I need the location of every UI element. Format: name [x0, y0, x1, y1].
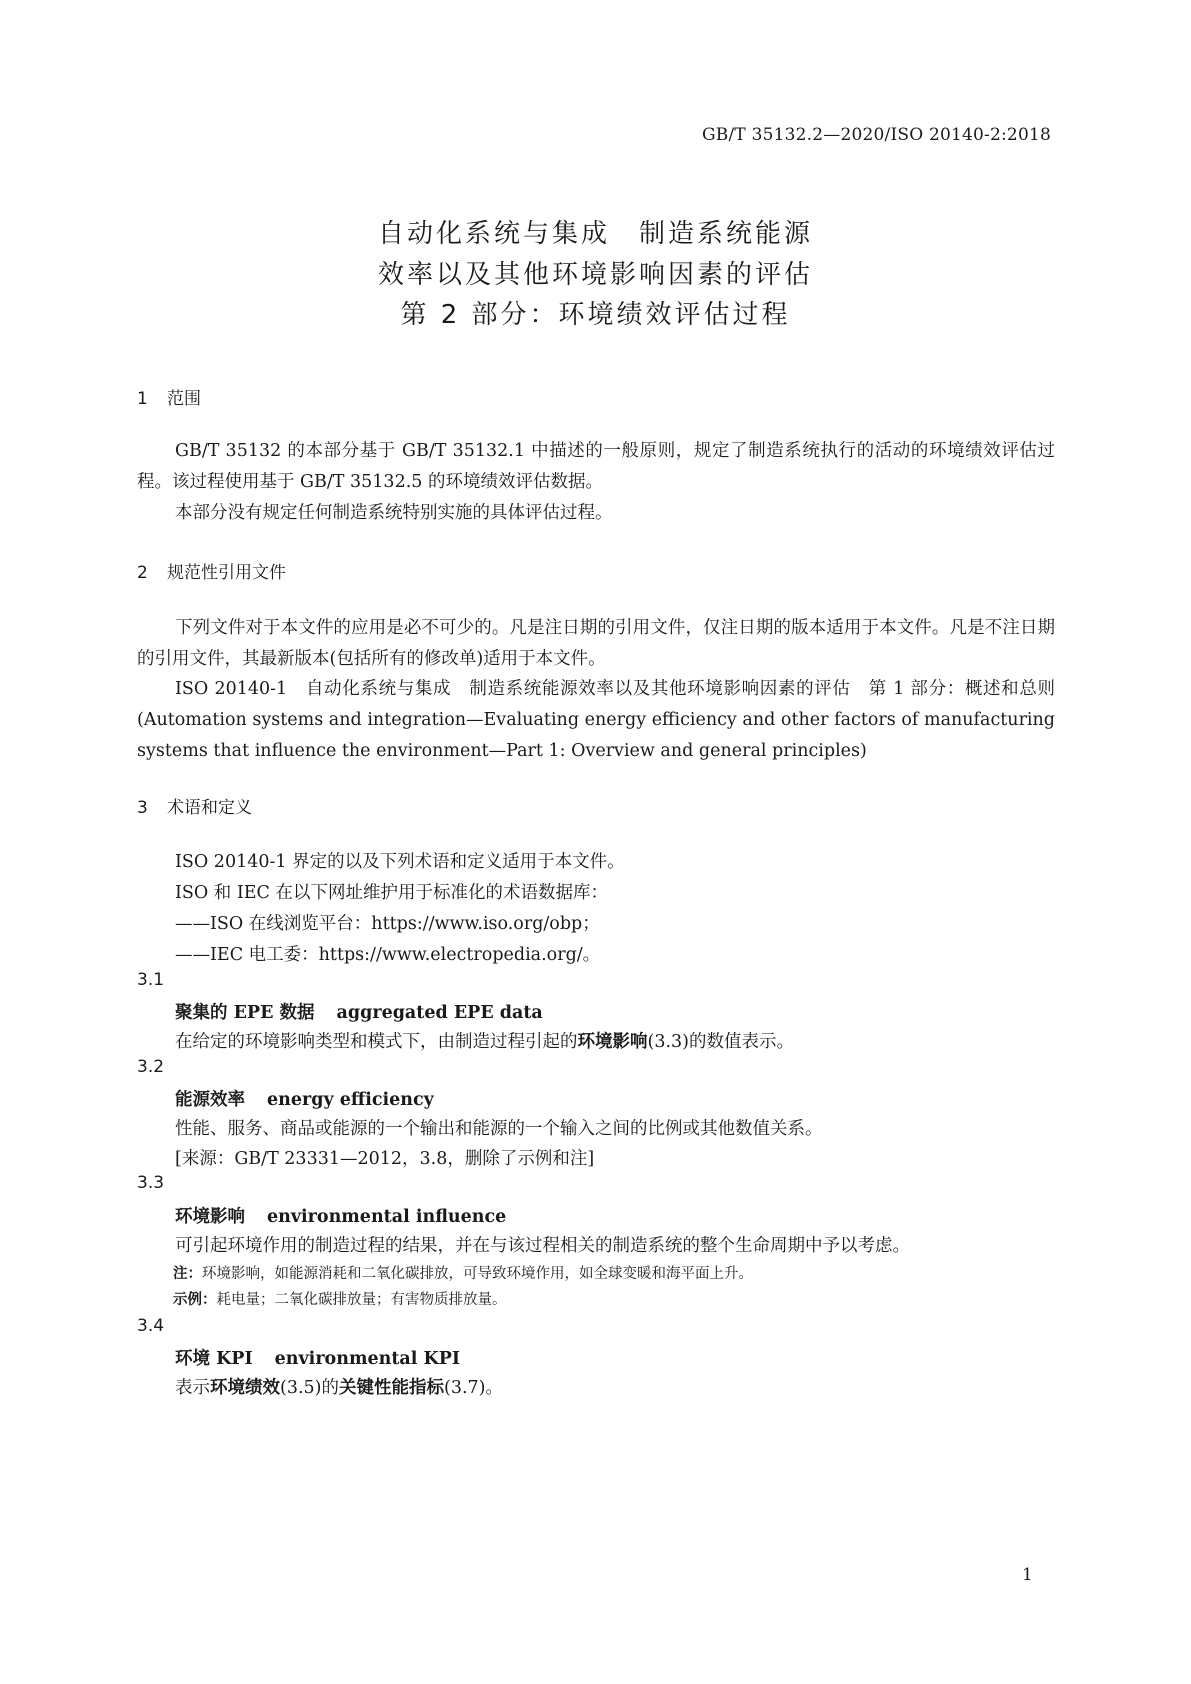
term-3-4-title [175, 1345, 460, 1370]
section-2-paragraph-1: 下列文件对于本文件的应用是必不可少的。凡是注日期的引用文件，仅注日期的版本适用于本文件。凡是不注日期的引用文件，其最新版本(包括所有的修改单)适用于本文件。 [137, 618, 1055, 669]
term-database-iec: ——IEC 电工委：https://www.electropedia.org/。 [175, 945, 601, 965]
term-reference: 环境绩效 [210, 1378, 280, 1398]
section-title: 范围 [167, 389, 201, 409]
page-number: 1 [1022, 1565, 1033, 1585]
section-1-paragraph-2: 本部分没有规定任何制造系统特别实施的具体评估过程。 [175, 503, 613, 523]
term-3-1-definition [175, 1028, 794, 1053]
term-3-3-title [175, 1203, 506, 1228]
section-3-intro-1: ISO 20140-1 界定的以及下列术语和定义适用于本文件。 [175, 852, 625, 872]
section-number: 2 [137, 563, 148, 583]
title-line-2: 效率以及其他环境影响因素的评估 [377, 260, 813, 290]
term-number-3-4: 3.4 [137, 1316, 165, 1336]
section-title: 术语和定义 [167, 798, 252, 818]
term-database-iso: ——ISO 在线浏览平台：https://www.iso.org/obp； [175, 914, 600, 934]
term-zh: 环境 KPI [175, 1349, 253, 1369]
example-label: 示例： [173, 1292, 217, 1308]
normative-reference: ISO 20140-1 自动化系统与集成 制造系统能源效率以及其他环境影响因素的评估 第 1 部分：概述和总则(Automation systems and integration—Evaluating energy efficiency and other factors of manufacturing systems that influence the environment—Part 1: Overview and general principles) [137, 679, 1055, 761]
term-3-3-example [173, 1288, 507, 1309]
term-en: environmental KPI [274, 1349, 461, 1369]
standard-number: GB/T 35132.2—2020/ISO 20140-2:2018 [702, 125, 1051, 145]
title-line-1: 自动化系统与集成 制造系统能源 [377, 219, 813, 249]
definition-text: 表示 [175, 1378, 210, 1398]
term-en: energy efficiency [267, 1090, 434, 1110]
section-number: 3 [137, 798, 148, 818]
definition-text: (3.3)的数值表示。 [647, 1032, 794, 1052]
term-en: aggregated EPE data [336, 1003, 543, 1023]
term-3-3-definition: 可引起环境作用的制造过程的结果，并在与该过程相关的制造系统的整个生命周期中予以考虑。 [175, 1236, 910, 1256]
note-label: 注： [173, 1266, 202, 1282]
term-reference: 环境影响 [577, 1032, 648, 1052]
term-en: environmental influence [267, 1207, 507, 1227]
definition-text: (3.7)。 [444, 1378, 503, 1398]
section-number: 1 [137, 389, 148, 409]
term-number-3-3: 3.3 [137, 1173, 165, 1193]
example-text: 耗电量；二氧化碳排放量；有害物质排放量。 [216, 1292, 507, 1308]
term-zh: 环境影响 [175, 1207, 245, 1227]
section-2-heading [137, 558, 286, 583]
title-line-3: 第 2 部分：环境绩效评估过程 [400, 300, 791, 330]
definition-text: 在给定的环境影响类型和模式下，由制造过程引起的 [175, 1032, 578, 1052]
term-3-1-title [175, 999, 543, 1024]
term-number-3-1: 3.1 [137, 970, 165, 990]
section-3-intro-2: ISO 和 IEC 在以下网址维护用于标准化的术语数据库： [175, 883, 609, 903]
definition-text: (3.5)的 [280, 1378, 339, 1398]
section-3-heading [137, 793, 252, 818]
term-3-2-source: [来源：GB/T 23331—2012，3.8，删除了示例和注] [175, 1149, 595, 1169]
term-zh: 聚集的 EPE 数据 [175, 1003, 315, 1023]
section-title: 规范性引用文件 [167, 563, 286, 583]
note-text: 环境影响，如能源消耗和二氧化碳排放，可导致环境作用，如全球变暖和海平面上升。 [202, 1266, 753, 1282]
term-zh: 能源效率 [175, 1090, 245, 1110]
term-3-2-title [175, 1086, 434, 1111]
term-number-3-2: 3.2 [137, 1057, 165, 1077]
term-reference: 关键性能指标 [339, 1378, 444, 1398]
term-3-2-definition: 性能、服务、商品或能源的一个输出和能源的一个输入之间的比例或其他数值关系。 [175, 1119, 823, 1139]
term-3-4-definition [175, 1374, 503, 1399]
section-1-paragraph-1: GB/T 35132 的本部分基于 GB/T 35132.1 中描述的一般原则，规定了制造系统执行的活动的环境绩效评估过程。该过程使用基于 GB/T 35132.5 的环境绩效评估数据。 [137, 441, 1055, 492]
term-3-3-note [173, 1262, 753, 1283]
section-1-heading [137, 384, 201, 409]
